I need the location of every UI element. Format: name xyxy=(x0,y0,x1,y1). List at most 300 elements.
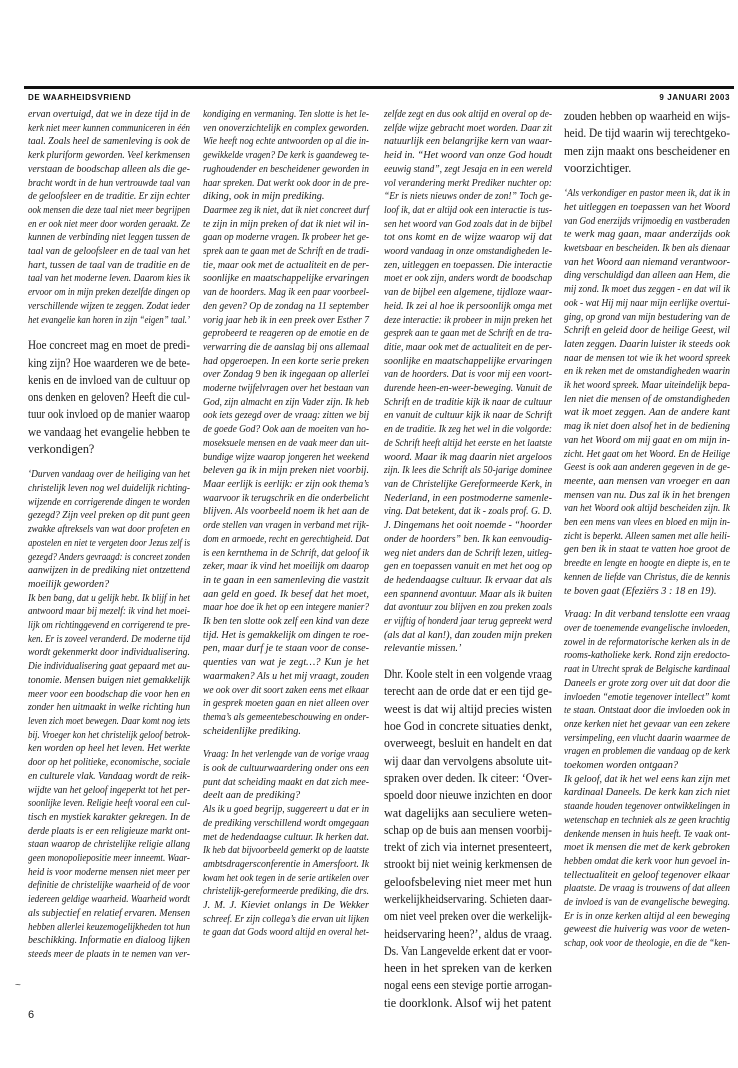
text-line-content: zijn. Ik lees die Schrift als 50-jarige dominee xyxy=(384,465,552,477)
text-line-content: kondiging en vermaning. Ten slotte is het le- xyxy=(203,109,369,120)
text-line-content: is ook de cultuurwaardering onder ons een xyxy=(203,763,369,775)
text-line xyxy=(564,745,730,759)
text-line-content: waarvoor ik terugschrik en die onderbelicht xyxy=(203,492,369,504)
text-line xyxy=(564,910,730,924)
text-line-content: kerk pluriform geworden. Veel kerkmensen xyxy=(28,150,190,162)
text-line-content: moet er ook zijn, anders wordt de boodschap xyxy=(384,273,552,285)
text-line-content: taal van het moderne leven. Daarom kies ik xyxy=(28,273,190,285)
text-line-content: men zijn maakt ons bescheidener en xyxy=(564,143,730,158)
text-line-content: mensen van nu. Dus zal ik in het brengen xyxy=(564,489,730,501)
text-line xyxy=(384,190,552,204)
text-line xyxy=(203,670,369,684)
text-line-content: definitie de christelijke waarheid of de voor xyxy=(28,880,190,892)
text-line xyxy=(384,272,552,286)
text-line-content: van God enerzijds vrijmoedig en vastberaden xyxy=(564,215,730,227)
text-line-content: loof ik, dat er altijd ook een interactie is tus- xyxy=(384,204,552,216)
text-line-content: heidservaring heen?’, aldus de vraag. xyxy=(384,926,552,941)
text-line xyxy=(203,505,369,519)
text-line-content: Ik ben bang, dat u gelijk hebt. Ik blijf in het xyxy=(28,592,190,604)
text-line-content: den geven? Op de zondag na 11 september xyxy=(203,300,369,312)
text-line xyxy=(28,204,190,218)
text-line xyxy=(203,382,369,396)
text-line-content: onder de hoorders” ben. Ik kan eenvoudig- xyxy=(384,533,552,545)
quote-paragraph xyxy=(28,108,190,327)
text-line xyxy=(564,125,730,142)
text-line xyxy=(28,742,190,756)
text-line xyxy=(28,190,190,204)
text-line xyxy=(203,437,369,451)
quote-paragraph xyxy=(203,204,369,738)
text-line-content: mij zond. Ik moet dus zeggen - en dat wil ik xyxy=(564,284,730,296)
text-line-content: ook mensen die deze taal niet meer begrijpen xyxy=(28,204,190,216)
text-line-content: staan waarop de christelijke religie allang xyxy=(28,839,190,851)
text-line-content: apostelen en niet te vergeten door Jezus zelf is xyxy=(28,537,190,549)
text-line-content: haar spreken. Dat werkt ook door in de pre- xyxy=(203,177,369,189)
text-line xyxy=(28,633,190,647)
text-line-content: het evangelie kan horen in zijn “eigen” taal.’ xyxy=(28,314,190,326)
text-line xyxy=(384,505,552,519)
text-line-content: verkondigen? xyxy=(28,442,95,457)
text-line-content: geloofsbeleving niet meer met hun xyxy=(384,874,552,889)
text-line xyxy=(384,891,552,908)
intro-paragraph xyxy=(384,666,552,1012)
text-line xyxy=(28,893,190,907)
text-line-content: weest is dat wij altijd precies wisten xyxy=(384,701,552,716)
text-line-content: denkende mensen in huis heeft. Te vaak ont- xyxy=(564,828,730,840)
text-line xyxy=(28,163,190,177)
text-line xyxy=(384,615,552,629)
text-line-content: zicht is beperkt. Alleen samen met alle heili- xyxy=(564,530,730,542)
text-line xyxy=(28,149,190,163)
text-line xyxy=(28,337,190,354)
text-line xyxy=(384,396,552,410)
text-line xyxy=(203,218,369,232)
text-line xyxy=(203,423,369,437)
text-line-content: leven zich moet bewegen. Daar komt nog iets xyxy=(28,715,190,727)
text-line-content: wij daar dan vervolgens absolute uit- xyxy=(384,753,552,768)
text-line-content: ditie, maar ook met de actualiteit en de per- xyxy=(384,341,552,353)
text-line xyxy=(384,135,552,149)
text-line-content: in gesprek moeten gaan en niet alleen over xyxy=(203,698,369,710)
text-line-content: invloeden “emotie tegenover intellect” komt xyxy=(564,691,730,703)
text-line xyxy=(564,434,730,448)
text-line xyxy=(203,409,369,423)
text-line xyxy=(564,406,730,420)
text-line-content: zelfde wijze gebracht moet worden. Daar zit xyxy=(384,122,552,134)
text-line-content: aanwijzen in de prediking niet ontzettend xyxy=(28,565,190,577)
text-line xyxy=(564,393,730,407)
text-line-content: ging, op grond van mijn bestudering van de xyxy=(564,311,730,323)
quote-paragraph xyxy=(384,108,552,656)
text-line xyxy=(28,218,190,232)
text-line xyxy=(28,523,190,537)
text-line xyxy=(203,588,369,602)
text-line xyxy=(28,468,190,482)
text-line-content: hart, tussen de taal van de traditie en de xyxy=(28,259,190,271)
text-line xyxy=(28,825,190,839)
text-line-content: dat avontuur zou blijven en zou preken zoals xyxy=(384,602,552,614)
text-line xyxy=(564,475,730,489)
text-line-content: het uitleggen en toepassen van het Woord xyxy=(564,201,730,213)
text-line xyxy=(203,396,369,410)
text-line xyxy=(28,934,190,948)
text-line xyxy=(564,557,730,571)
text-line-content: zen, uitleggen en toepassen. Die interactie xyxy=(384,259,552,271)
text-line xyxy=(203,858,369,872)
text-line xyxy=(203,844,369,858)
text-line xyxy=(28,715,190,729)
page-number: 6 xyxy=(28,1009,35,1021)
text-line xyxy=(203,177,369,191)
text-line-content: iedereen geldige waarheid. Waarheid wordt xyxy=(28,894,190,906)
text-line-content: van de Christelijke Gereformeerde Kerk, in xyxy=(384,478,552,490)
text-line-content: christelijk-gereformeerde prediking, die drs. xyxy=(203,886,369,898)
text-line-content: vorig jaar heb ik in een preek over Esther 7 xyxy=(203,314,369,326)
text-line xyxy=(203,300,369,314)
text-line-content: Als ik u goed begrijp, suggereert u dat er in xyxy=(203,804,369,816)
text-line-content: ervan overtuigd, dat we in deze tijd in de xyxy=(28,109,190,120)
text-line xyxy=(564,663,730,677)
text-line-content: J. M. J. Kieviet onlangs in De Wekker xyxy=(203,900,369,912)
text-line-content: gen en toepassen vanuit en met het oog op xyxy=(384,561,552,573)
text-line xyxy=(384,560,552,574)
article-column-4 xyxy=(564,108,730,951)
text-line-content: Ik geloof, dat ik het wel eens kan zijn met xyxy=(564,773,730,785)
publication-name: DE WAARHEIDSVRIEND xyxy=(28,93,132,102)
text-line-content: heid in. “Het woord van onze God houdt xyxy=(384,150,552,162)
text-line-content: ken. Er is zoveel veranderd. De moderne tijd xyxy=(28,633,190,645)
text-line-content: kunnen de verbinding niet leggen tussen de xyxy=(28,232,190,244)
text-line-content: Daarmee zeg ik niet, dat ik niet concreet durf xyxy=(203,204,369,216)
text-line xyxy=(28,509,190,523)
text-line xyxy=(384,245,552,259)
text-line xyxy=(28,424,190,441)
text-line xyxy=(203,327,369,341)
text-line-content: moseksuele mensen en de vaak meer dan uit- xyxy=(203,437,369,449)
text-line-content: len niet die mensen of de omstandigheden xyxy=(564,393,730,405)
text-line-content: mag ik niet doen alsof het in de bediening xyxy=(564,421,730,433)
text-line-content: trekt of zich via internet presenteert, xyxy=(384,840,552,855)
text-line xyxy=(384,533,552,547)
text-line-content: weg niet anders dan de Schrift lezen, uitleg- xyxy=(384,547,552,559)
text-line-content: tuur ook invloed op de manier waarop xyxy=(28,407,190,422)
text-line xyxy=(564,896,730,910)
text-line xyxy=(203,817,369,831)
text-line-content: gesprek aan te gaan met de Schrift en de tra- xyxy=(384,328,552,340)
quote-paragraph xyxy=(564,608,730,772)
text-line-content: is een kernthema in de Schrift, dat geloof ik xyxy=(203,547,369,559)
text-line-content: overweegt, besluit en handelt en dat xyxy=(384,736,552,751)
text-line xyxy=(28,482,190,496)
text-line xyxy=(203,725,369,739)
text-line xyxy=(28,372,190,389)
text-line xyxy=(28,907,190,921)
text-line-content: tisch en mystiek karakter gekregen. In de xyxy=(28,811,190,823)
text-line-content: Ik ben ten slotte ook zelf een kind van deze xyxy=(203,616,369,628)
text-line-content: van het Woord ook altijd bescheiden zijn. Ik xyxy=(564,503,730,515)
text-line-content: ervoor om in mijn preken dezelfde dingen op xyxy=(28,287,190,299)
text-line xyxy=(384,787,552,804)
text-line-content: God, zijn almacht en zijn Vader zijn. Ik heb xyxy=(203,396,369,408)
text-line xyxy=(28,797,190,811)
text-line xyxy=(28,245,190,259)
text-line-content: en de traditie. Ik zeg het wel in die volgorde: xyxy=(384,424,552,436)
text-line-content: Daneels er grote zorg over uit dat door die xyxy=(564,677,730,689)
text-line xyxy=(564,636,730,650)
text-line xyxy=(203,355,369,369)
text-line xyxy=(384,327,552,341)
text-line-content: ‘Durven vandaag over de heiliging van het xyxy=(28,469,190,481)
text-line xyxy=(564,311,730,325)
text-line-content: relevantie missen.’ xyxy=(384,643,462,655)
quote-paragraph xyxy=(564,187,730,598)
text-line xyxy=(203,831,369,845)
text-line xyxy=(203,762,369,776)
text-line-content: te gaan dat Gods woord altijd en overal het- xyxy=(203,927,369,939)
text-line-content: we ook over dit soort zaken eens met elkaar xyxy=(203,684,369,696)
text-line-content: deze interactie: ik probeer in mijn preken het xyxy=(384,314,552,326)
text-line-content: blijven. Als voorbeeld noem ik het aan de xyxy=(203,506,369,518)
text-line xyxy=(28,948,190,962)
text-line xyxy=(564,608,730,622)
text-line-content: ook iets gezegd over de vraag: zitten we bij xyxy=(203,410,369,422)
text-line xyxy=(564,297,730,311)
text-line-content: ven onoverzichtelijk en complex geworden. xyxy=(203,122,369,134)
text-line xyxy=(28,441,190,458)
text-line xyxy=(203,615,369,629)
text-line xyxy=(384,805,552,822)
text-line xyxy=(28,852,190,866)
text-line-content: ook - wat Hij mij naar mijn eerlijke overtui- xyxy=(564,297,730,309)
text-line-content: over Zondag 9 ben ik ingegaan op allerlei xyxy=(203,369,369,381)
text-line-content: door op het politieke, economische, sociale xyxy=(28,757,190,769)
text-line-content: voorzichtiger. xyxy=(564,160,632,175)
text-line xyxy=(203,684,369,698)
text-line xyxy=(203,314,369,328)
text-line xyxy=(384,642,552,656)
text-line xyxy=(564,338,730,352)
text-line xyxy=(28,272,190,286)
text-line xyxy=(564,420,730,434)
text-line xyxy=(28,564,190,578)
text-line-content: schap op de buis aan mensen voorbij- xyxy=(384,822,552,837)
text-line xyxy=(384,286,552,300)
text-line xyxy=(203,601,369,615)
text-line xyxy=(203,478,369,492)
text-line-content: en culturele vlak. Vandaag wordt de reik- xyxy=(28,770,190,782)
text-line-content: en er ook niet meer door worden geraakt. Ze xyxy=(28,218,190,230)
text-line xyxy=(203,259,369,273)
text-line-content: soonlijke en maatschappelijke ervaringen xyxy=(203,273,369,285)
text-line xyxy=(384,601,552,615)
text-line-content: naar de mensen tot wie ik het woord spreek xyxy=(564,352,730,364)
text-line xyxy=(28,701,190,715)
text-line-content: ding verschuldigd dan alleen aan Hem, die xyxy=(564,270,730,282)
text-line xyxy=(384,382,552,396)
text-line xyxy=(203,656,369,670)
text-line-content: Vraag: In het verlengde van de vorige vraag xyxy=(203,749,369,761)
text-line xyxy=(564,228,730,242)
text-line-content: om niet veel preken over die werkelijk- xyxy=(384,909,552,924)
text-line xyxy=(28,537,190,551)
text-line xyxy=(564,828,730,842)
text-line-content: waarmaken? Als u het mij vraagt, zouden xyxy=(203,670,369,682)
text-line-content: ‘Als verkondiger en pastor meen ik, dat ik in xyxy=(564,188,730,200)
text-line xyxy=(384,547,552,561)
text-line xyxy=(203,642,369,656)
text-line xyxy=(28,355,190,372)
text-line xyxy=(384,149,552,163)
text-line-content: verschillende wijzen te zeggen. Zodat ieder xyxy=(28,300,190,312)
text-line-content: hoe God in concrete situaties denkt, xyxy=(384,719,552,734)
text-line-content: pen, maar durf je te staan voor de conse- xyxy=(203,643,369,655)
text-line-content: Er is in onze kerken altijd al een beweging xyxy=(564,910,730,922)
text-line-content: ambtsdragersconferentie in Amersfoort. Ik xyxy=(203,858,369,870)
text-line-content: Ds. Van Langevelde erkent dat er voor- xyxy=(384,943,552,958)
text-line-content: heen in het spreken van de kerken xyxy=(384,961,552,976)
text-line xyxy=(564,691,730,705)
text-line-content: beschikking. Informatie en dialoog lijken xyxy=(28,935,190,947)
text-line-content: een spannend avontuur. Maar als ik buiten xyxy=(384,588,552,600)
text-line-content: dom en armoede, recht en gerechtigheid. Dat xyxy=(203,533,369,545)
text-line xyxy=(564,530,730,544)
text-line xyxy=(384,451,552,465)
text-line-content: spoeld door nieuwe inzichten en door xyxy=(384,788,552,803)
text-line-content: we vandaag het evangelie hebben te xyxy=(28,424,190,439)
text-line xyxy=(203,776,369,790)
text-line xyxy=(564,718,730,732)
quote-paragraph xyxy=(203,803,369,940)
text-line xyxy=(564,732,730,746)
text-line xyxy=(564,187,730,201)
text-line xyxy=(384,588,552,602)
text-line xyxy=(564,704,730,718)
text-line xyxy=(564,841,730,855)
text-line xyxy=(384,341,552,355)
text-line-content: derde plaats is er een religieuze markt ont- xyxy=(28,825,190,837)
text-line-content: de invloed is van de evangelische beweging. xyxy=(564,897,730,909)
text-line xyxy=(384,231,552,245)
text-line xyxy=(28,674,190,688)
text-line-content: de hedendaagse cultuur. Ik ervaar dat als xyxy=(384,574,552,586)
text-line-content: wijzende en corrigerende dingen te worden xyxy=(28,496,190,508)
text-line xyxy=(203,204,369,218)
text-line xyxy=(28,300,190,314)
text-line-content: over de toenemende evangelische invloeden, xyxy=(564,622,730,634)
text-line xyxy=(28,811,190,825)
text-line xyxy=(28,135,190,149)
text-line xyxy=(28,838,190,852)
text-line-content: tellectualiteit en geloof tegenover elkaar xyxy=(564,869,730,881)
text-line xyxy=(384,259,552,273)
text-line-content: kwam het ook tegen in de serie artikelen over xyxy=(203,872,369,884)
text-line-content: Dhr. Koole stelt in een volgende vraag xyxy=(384,667,552,682)
text-line xyxy=(564,649,730,663)
text-line-content: tijd. Het is gemakkelijk om dingen te roe- xyxy=(203,629,369,641)
text-line xyxy=(203,711,369,725)
text-line xyxy=(384,464,552,478)
text-line xyxy=(203,464,369,478)
issue-date: 9 JANUARI 2003 xyxy=(659,93,730,102)
text-line-content: antwoord maar bij mezelf: ik vind het moei- xyxy=(28,606,190,618)
text-line-content: in te gaan in een samenleving die vastzit xyxy=(203,574,369,586)
quote-paragraph xyxy=(203,748,369,803)
text-line xyxy=(28,688,190,702)
text-line xyxy=(564,143,730,160)
text-line-content: werkelijkheidservaring. Schieten daar- xyxy=(384,891,552,906)
text-line xyxy=(564,585,730,599)
text-line-content: geen monopoliepositie meer inneemt. Waar- xyxy=(28,853,190,865)
text-line-content: heid. Ik zei al hoe ik persoonlijk omga met xyxy=(384,300,552,312)
text-line-content: zeker, maar ik vind het moeilijk om daarop xyxy=(203,561,369,573)
text-line xyxy=(203,451,369,465)
text-line xyxy=(564,923,730,937)
text-line xyxy=(384,437,552,451)
text-line-content: heid is voor moderne mensen niet meer per xyxy=(28,866,190,878)
text-line-content: laten zeggen. Daarin luister ik steeds ook xyxy=(564,338,730,350)
text-line-content: natuurlijk een belangrijke kern van waar- xyxy=(384,136,552,148)
text-line xyxy=(203,245,369,259)
text-line xyxy=(28,389,190,406)
text-line xyxy=(384,666,552,683)
text-line-content: moeilijk geworden? xyxy=(28,578,110,590)
text-line-content: Vraag: In dit verband tenslotte een vraag xyxy=(564,609,730,621)
text-line xyxy=(564,215,730,229)
text-line xyxy=(28,605,190,619)
text-line xyxy=(203,629,369,643)
text-line-content: J. Dingemans het ooit noemde - “hoorder xyxy=(384,520,552,532)
intro-paragraph xyxy=(564,108,730,177)
text-line-content: “Er is niets nieuws onder de zon!” Toch ge- xyxy=(384,191,552,203)
text-line xyxy=(564,365,730,379)
text-line xyxy=(28,756,190,770)
text-line-content: durende heen-en-weer-beweging. Vanuit de xyxy=(384,383,552,395)
text-line xyxy=(564,379,730,393)
text-line xyxy=(28,108,190,122)
quote-paragraph xyxy=(28,592,190,962)
text-line-content: verstaan de boodschap alleen als die ge- xyxy=(28,163,190,175)
text-line xyxy=(203,135,369,149)
text-line xyxy=(564,324,730,338)
text-line-content: steeds meer de plaats in te nemen van ver- xyxy=(28,948,190,960)
text-line-content: zelfde zegt en dus ook altijd en overal op de- xyxy=(384,109,552,120)
text-line xyxy=(384,874,552,891)
text-line-content: van het Woord om mij gaat en om mijn in- xyxy=(564,434,730,446)
text-line xyxy=(28,314,190,328)
text-line xyxy=(564,160,730,177)
text-line-content: tie doorklonk. Alsof wij het patent xyxy=(384,995,552,1010)
text-line xyxy=(28,231,190,245)
text-line-content: deelt aan de prediking? xyxy=(203,790,301,802)
text-line-content: staande houden tegenover ontwikkelingen in xyxy=(564,801,730,813)
text-line xyxy=(203,803,369,817)
text-line-content: ons denken en geloven? Heeft die cul- xyxy=(28,390,190,405)
text-line-content: met de hedendaagse cultuur. Ik herken dat. xyxy=(203,831,369,843)
text-line xyxy=(203,899,369,913)
text-line xyxy=(384,822,552,839)
text-line-content: geweest die huiverig was voor de weten- xyxy=(564,924,730,936)
text-line-content: ik het woord spreek. Maar uiteindelijk bepa- xyxy=(564,380,730,392)
text-line-content: aan geld en goed. Ik besef dat het moet, xyxy=(203,588,369,600)
text-line xyxy=(384,701,552,718)
text-line xyxy=(384,355,552,369)
text-line-content: te werk mag gaan, maar anderzijds ook xyxy=(564,229,730,241)
text-line xyxy=(384,218,552,232)
text-line-content: woord vandaag in onze omstandigheden le- xyxy=(384,246,552,258)
text-line xyxy=(564,855,730,869)
text-line xyxy=(384,478,552,492)
text-line xyxy=(28,660,190,674)
